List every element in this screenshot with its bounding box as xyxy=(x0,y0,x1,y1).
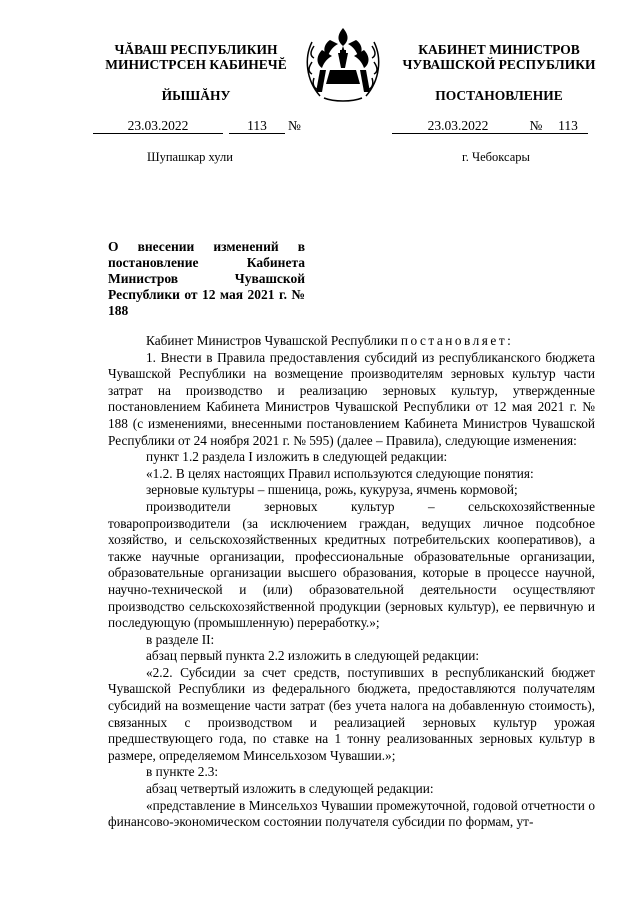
registration-left-date: 23.03.2022 xyxy=(93,118,223,134)
registration-left xyxy=(93,118,301,134)
body-paragraph: абзац четвертый изложить в следующей редакции: xyxy=(146,781,434,797)
header-left-doc-kind: ЙЫШĂНУ xyxy=(161,88,231,103)
header-right-doc-kind: ПОСТАНОВЛЕНИЕ xyxy=(435,88,563,103)
document-subject: О внесении изменений в постановление Кабинета Министров Чувашской Республики от 12 мая 2021 г. № 188 xyxy=(108,239,305,318)
registration-right-number-sign: № xyxy=(524,118,548,134)
header-right-title xyxy=(390,42,608,72)
header-left-title xyxy=(88,42,304,72)
chuvash-emblem-icon xyxy=(300,22,386,104)
registration-right-number: 113 xyxy=(548,118,588,134)
registration-right-date: 23.03.2022 xyxy=(392,118,524,134)
registration-right xyxy=(392,118,588,134)
document-body xyxy=(108,333,595,831)
body-paragraph: абзац первый пункта 2.2 изложить в следующей редакции: xyxy=(146,648,480,664)
body-paragraph: 1. Внести в Правила предоставления субсидий из республиканского бюджета Чувашской Республики на возмещение производителям зерновых культур части затрат на производство и реализацию зерновых культур, утвержденные постановлением Кабинета Министров Чувашской Республики от 12 мая 2021 г. № 188 (с изменениями, внесенными постановлением Кабинета Министров Чувашской Республики от 24 ноября 2021 г. № 595) (далее – Правила), следующие изменения: xyxy=(108,349,595,448)
body-paragraph: «1.2. В целях настоящих Правил используются следующие понятия: xyxy=(146,465,534,481)
body-paragraph: производители зерновых культур – сельскохозяйственные товаропроизводители (за исключением граждан, ведущих личное подсобное хозяйство, и сельскохозяйственных кредитных потребительских кооперативов), а также научные организации, профессиональные образовательные организации, образовательные организации высшего образования, которые в процессе научной, научно-технической и (или) образовательной деятельности осуществляют производство сельскохозяйственной продукции (зерновых культур), ее первичную и последующую (промышленную) переработку.»; xyxy=(108,498,595,631)
body-paragraph: пункт 1.2 раздела I изложить в следующей редакции: xyxy=(146,449,448,465)
body-paragraph: в пункте 2.3: xyxy=(146,764,219,780)
intro-verb: постановляет: xyxy=(400,333,514,348)
place-left: Шупашкар хули xyxy=(147,150,233,164)
intro-paragraph xyxy=(108,333,595,350)
header-right-line-1: КАБИНЕТ МИНИСТРОВ xyxy=(418,42,580,57)
intro-actor: Кабинет Министров Чувашской Республики xyxy=(146,333,401,348)
place-right: г. Чебоксары xyxy=(462,150,530,164)
header-left-line-1: ЧĂВАШ РЕСПУБЛИКИН xyxy=(114,42,278,57)
header-right-line-2: ЧУВАШСКОЙ РЕСПУБЛИКИ xyxy=(402,57,596,72)
body-paragraph: в разделе II: xyxy=(146,631,215,647)
registration-left-number: 113 xyxy=(229,118,285,134)
header-left-line-2: МИНИСТРСЕН КАБИНЕЧĔ xyxy=(105,57,287,72)
body-paragraph: зерновые культуры – пшеница, рожь, кукуруза, ячмень кормовой; xyxy=(146,482,518,498)
registration-left-number-sign: № xyxy=(288,118,301,133)
body-paragraph: «представление в Минсельхоз Чувашии промежуточной, годовой отчетности о финансово-экономическом состоянии получателя субсидии по формам, ут- xyxy=(108,797,595,830)
body-paragraph: «2.2. Субсидии за счет средств, поступивших в республиканский бюджет Чувашской Республики из федерального бюджета, предоставляются получателям субсидий на возмещение части затрат (без учета налога на добавленную стоимость), связанных с производством и реализацией зерновых культур урожая предшествующего года, по ставке на 1 тонну реализованных зерновых культур в размере, определяемом Минсельхозом Чувашии.»; xyxy=(108,664,595,763)
